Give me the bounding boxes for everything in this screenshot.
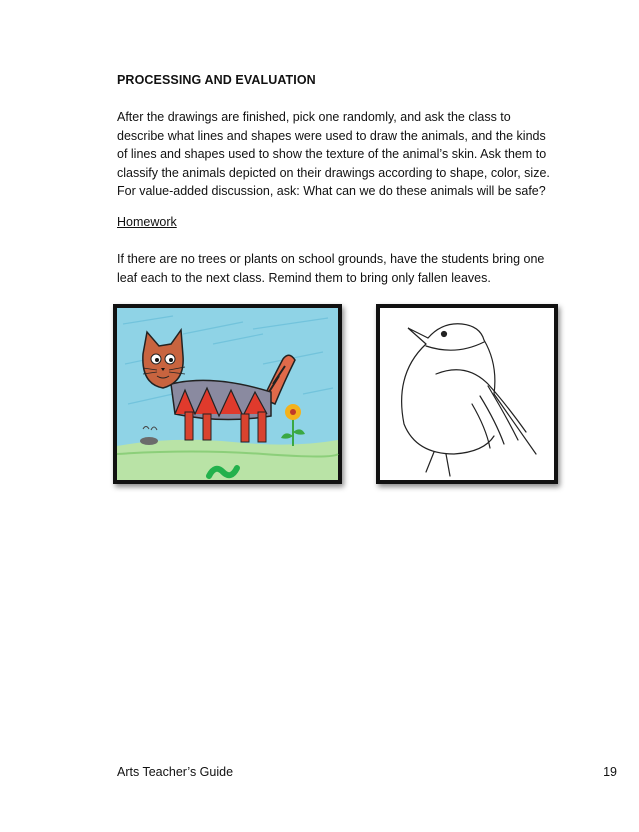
section-heading: PROCESSING AND EVALUATION: [117, 73, 316, 87]
footer-title: Arts Teacher’s Guide: [117, 765, 234, 779]
cat-drawing-image: [113, 304, 342, 484]
page-number: 19: [603, 765, 617, 779]
evaluation-paragraph: After the drawings are finished, pick one randomly, and ask the class to describe what lines and shapes were used to draw the animals, and the kinds of lines and shapes used to show the texture of the animal’s skin. Ask them to classify the animals depicted on their drawings according to shape, color, size. For value-added discussion, ask: What can we do these animals will be safe?: [117, 110, 550, 198]
homework-paragraph: If there are no trees or plants on school grounds, have the students bring one leaf each to the next class. Remind them to bring only fallen leaves.: [117, 252, 545, 285]
homework-heading: Homework: [117, 215, 177, 229]
bird-drawing-image: [376, 304, 558, 484]
